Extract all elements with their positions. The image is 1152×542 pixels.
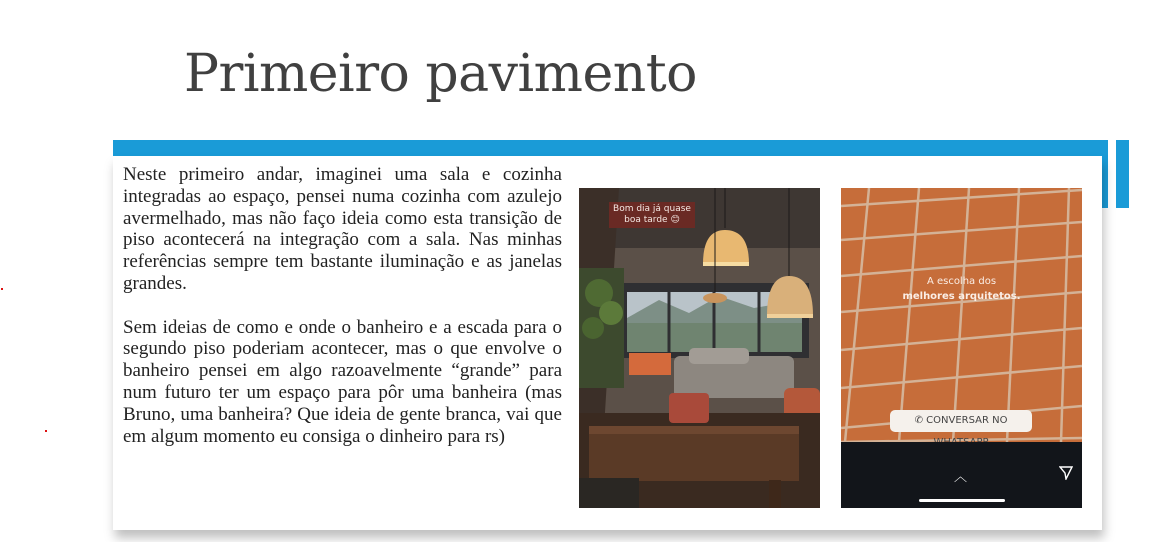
accent-bar-right <box>1102 140 1108 208</box>
story-nav-bar <box>841 442 1082 508</box>
slide-title: Primeiro pavimento <box>184 44 697 104</box>
chevron-up-icon[interactable]: ︿ <box>954 470 968 485</box>
overlay-line-1: A escolha dos <box>926 276 997 287</box>
living-room-photo <box>579 188 820 508</box>
body-text <box>123 164 562 469</box>
accent-bar-top <box>113 140 1108 156</box>
story-caption-line-1: Bom dia já quase <box>613 204 691 214</box>
stray-mark <box>45 430 47 432</box>
overlay-line-2 <box>841 289 1082 304</box>
tiled-floor-photo <box>841 188 1082 508</box>
story-caption-line-2: boa tarde 😊 <box>624 215 680 225</box>
accent-bar-right-outer <box>1116 140 1129 208</box>
whatsapp-button[interactable] <box>890 410 1032 432</box>
overlay-line-2-bold: melhores arquitetos. <box>902 291 1021 302</box>
tiled-floor-illustration <box>841 188 1082 442</box>
story-overlay-text <box>841 274 1082 304</box>
send-icon-glyph <box>1059 466 1073 480</box>
whatsapp-icon: ✆ <box>914 415 923 426</box>
living-room-illustration <box>579 188 820 508</box>
stray-mark <box>1 288 3 290</box>
paragraph-2: Sem ideias de como e onde o banheiro e a escada para o segundo piso poderiam acontecer, mas o que envolve o banheiro pensei em algo razoavelmente “grande” para num futuro ter um espaço para pôr uma banheira (mas Bruno, uma banheira? Que ideia de gente branca, vai que em algum momento eu consiga o dinheiro para rs) <box>123 316 562 447</box>
story-caption <box>609 202 695 228</box>
whatsapp-button-label: CONVERSAR NO <box>926 415 1008 426</box>
send-icon[interactable] <box>1059 466 1073 484</box>
home-indicator[interactable] <box>919 499 1005 502</box>
paragraph-1: Neste primeiro andar, imaginei uma sala e cozinha integradas ao espaço, pensei numa cozinha com azulejo avermelhado, mas não faço ideia como esta transição de piso acontecerá na integração com a sala. Nas minhas referências sempre tem bastante iluminação e as janelas grandes. <box>123 164 562 294</box>
